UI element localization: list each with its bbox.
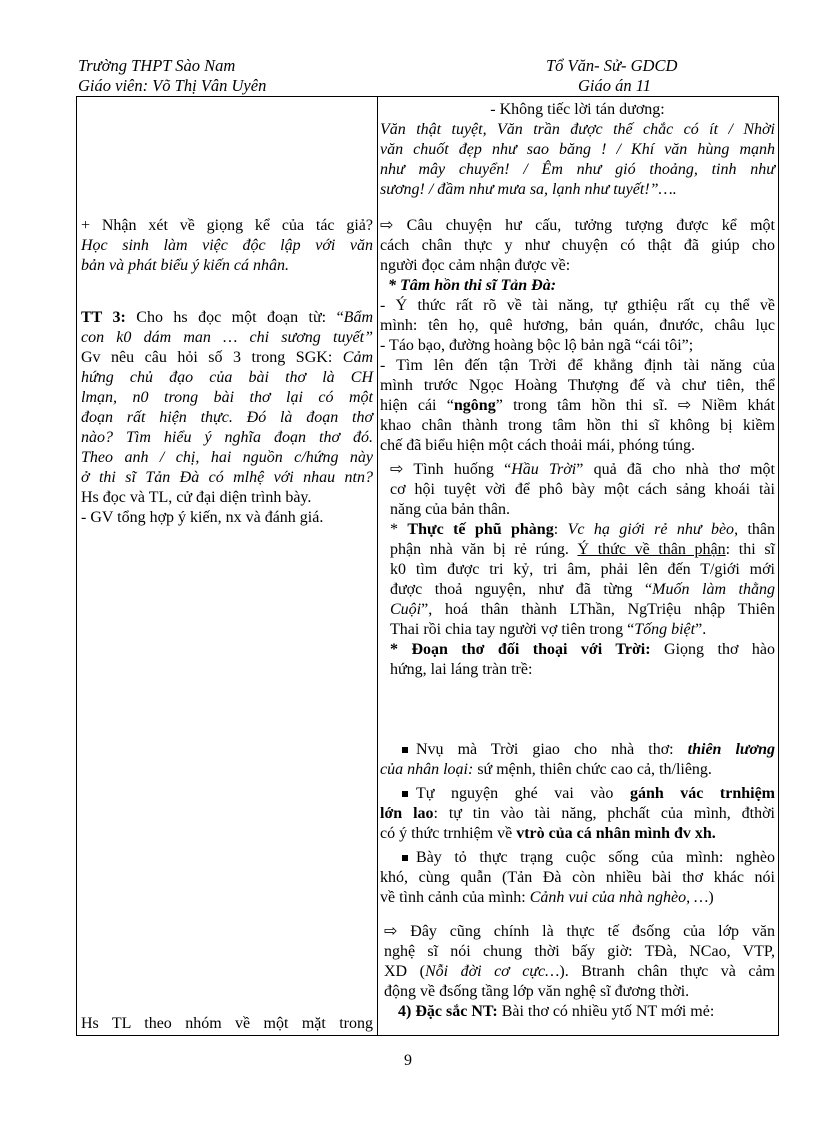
bullet-icon — [402, 747, 408, 753]
situation-section: ⇨ Tình huống “Hầu Trời” quả đã cho nhà thơ một cơ hội tuyệt vời để phô bày một cách sảng khoái tài năng của bản thân. * Thực tế phũ phàng: Vc hạ giới rẻ như bèo, thân phận nhà văn bị rẻ rúng. Ý thức về thân phận: thi sĩ k0 tìm được tri kỷ, tri âm, phải lên đến T/giới mới được thoả nguyện, như đã từng “Muốn làm thằng Cuội”, hoá thân thành LThần, NgTriệu nhập Thiên Thai rồi chia tay người vợ tiên trong “Tống biệt”. * Đoạn thơ đối thoại với Trời: Giọng thơ hào hứng, lai láng tràn trề: — [390, 461, 776, 678]
reality-conclusion: ⇨ Đây cũng chính là thực tế đsống của lớp văn nghệ sĩ nói chung thời bấy giờ: TĐà, NCao, VTP, XD (Nỗi đời cơ cực…). Btranh chân thực và cảm động về đsống tầng lớp văn nghệ sĩ đương thời. 4) Đặc sắc NT: Bài thơ có nhiều ytố NT mới mẻ: — [384, 923, 775, 1020]
question-narration: + Nhận xét về giọng kể của tác giả? Học sinh làm việc độc lập với văn bản và phát biểu ý kiến cá nhân. — [81, 217, 373, 274]
department-name: Tổ Văn- Sử- GDCD — [546, 56, 678, 75]
dialogue-bullets: Nvụ mà Trời giao cho nhà thơ: thiên lương của nhân loại: sứ mệnh, thiên chức cao cả, th/liêng. Tự nguyện ghé vai vào gánh vác trnhiệm lớn lao: tự tin vào tài năng, phchất của mình, đthời có ý thức trnhiệm về vtrò của cá nhân mình đv xh. Bày tỏ thực trạng cuộc sống của mình: nghèo khó, cùng quẫn (Tản Đà còn nhiều bài thơ khác nói về tình cảnh của mình: Cảnh vui của nhà nghèo, …) — [380, 741, 776, 906]
group-discussion: Hs TL theo nhóm về một mặt trong — [81, 1015, 373, 1032]
school-name: Trường THPT Sào Nam — [78, 56, 236, 75]
column-divider — [377, 97, 378, 1035]
bullet-icon — [402, 791, 408, 797]
teacher-name: Giáo viên: Võ Thị Vân Uyên — [78, 76, 267, 95]
lesson-table — [76, 96, 779, 1036]
story-conclusion: ⇨ Câu chuyện hư cấu, tưởng tượng được kể một cách chân thực y như chuyện có thật đã giúp cho người đọc cảm nhận được về: * Tâm hồn thi sĩ Tản Đà: - Ý thức rất rõ về tài năng, tự gthiệu rất cụ thể về mình: tên họ, quê hương, bản quán, đnước, châu lục - Táo bạo, đường hoàng bộc lộ bản ngã “cái tôi”; - Tìm lên đến tận Trời để khẳng định tài năng của mình trước Ngọc Hoàng Thượng đế và chư tiên, thể hiện cái “ngông” trong tâm hồn thi sĩ. ⇨ Niềm khát khao chân thành trong tâm hồn thi sĩ không bị kiềm chế đã biểu hiện một cách thoải mái, phóng túng. — [380, 217, 775, 454]
lesson-plan-label: Giáo án 11 — [578, 76, 652, 95]
activity-tt3: TT 3: Cho hs đọc một đoạn từ: “Bẩm con k0 dám man … chi sương tuyết” Gv nêu câu hỏi số 3 trong SGK: Cảm hứng chủ đạo của bài thơ là CH lmạn, n0 trong bài thơ lại có một đoạn rất hiện thực. Đó là đoạn thơ nào? Tìm hiểu ý nghĩa đoạn thơ đó. Theo anh / chị, hai nguồn c/hứng này ở thi sĩ Tản Đà có mlhệ với nhau ntn? Hs đọc và TL, cử đại diện trình bày. - GV tổng hợp ý kiến, nx và đánh giá. — [81, 309, 373, 526]
page-number: 9 — [404, 1052, 412, 1069]
bullet-icon — [402, 855, 408, 861]
praise-section: - Không tiếc lời tán dương: Văn thật tuyệt, Văn trần được thế chắc có ít / Nhời văn chuốt đẹp như sao băng ! / Khí văn hùng mạnh như mây chuyển! / Êm như gió thoảng, tinh như sương! / đầm như mưa sa, lạnh như tuyết!”…. — [380, 101, 775, 198]
